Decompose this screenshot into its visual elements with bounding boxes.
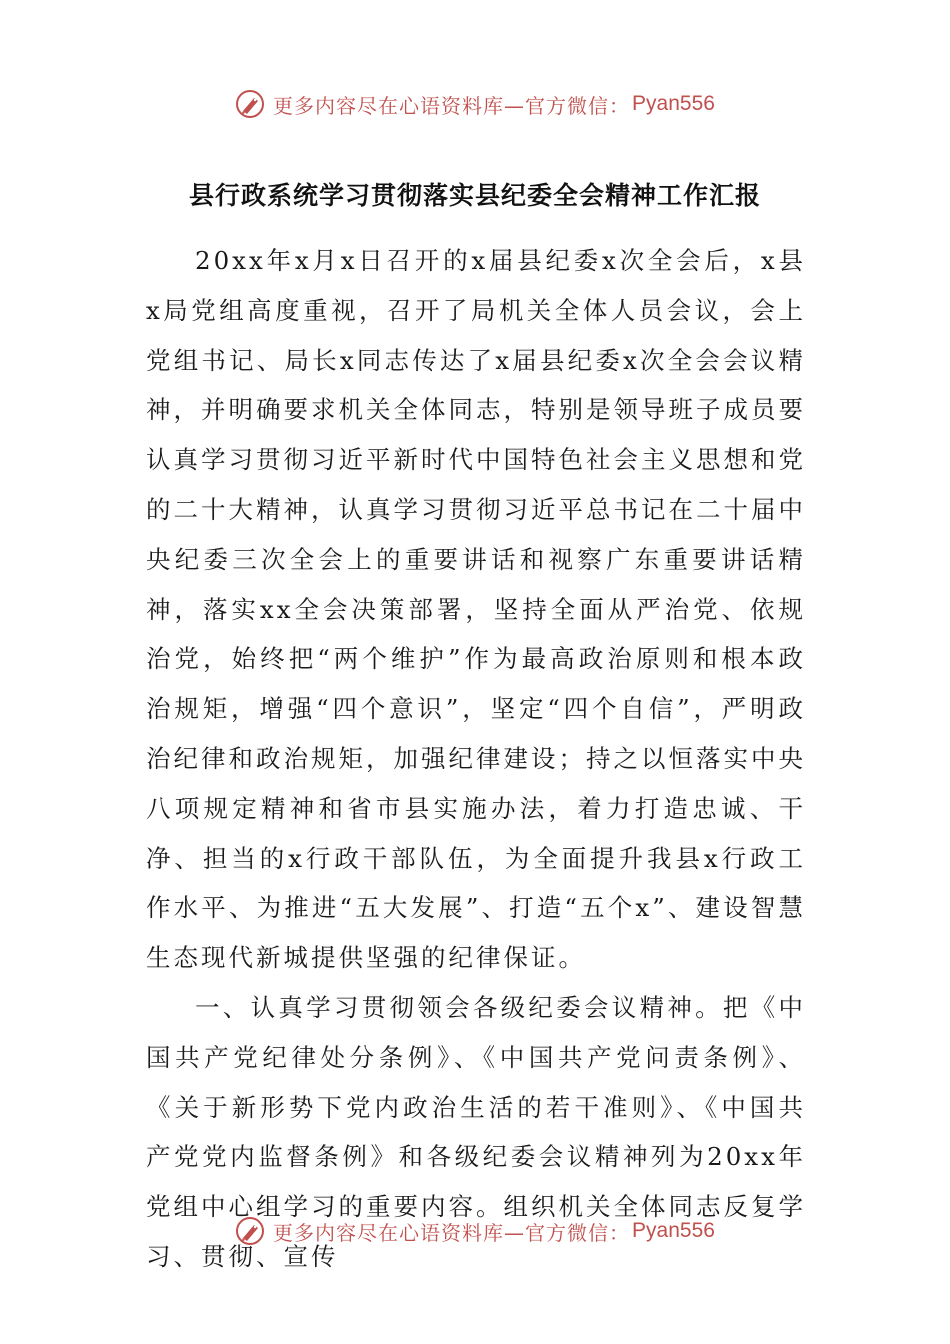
footer-watermark <box>0 1211 950 1251</box>
paragraph: 一、认真学习贯彻领会各级纪委会议精神。把《中国共产党纪律处分条例》、《中国共产党问责条例》、《关于新形势下党内政治生活的若干准则》、《中国共产党党内监督条例》和各级纪委会议精神列为20xx年党组中心组学习的重要内容。组织机关全体同志反复学习、贯彻、宣传 <box>146 992 806 1271</box>
watermark-wechat-id: Pyan556 <box>632 1219 715 1242</box>
watermark-text: 更多内容尽在心语资料库—官方微信： <box>273 1220 631 1245</box>
pen-nib-icon <box>235 89 265 119</box>
watermark-text: 更多内容尽在心语资料库—官方微信： <box>273 93 631 118</box>
document-body <box>146 236 806 1282</box>
paragraph: 20xx年x月x日召开的x届县纪委x次全会后，x县x局党组高度重视，召开了局机关全体人员会议，会上党组书记、局长x同志传达了x届县纪委x次全会会议精神，并明确要求机关全体同志，特别是领导班子成员要认真学习贯彻习近平新时代中国特色社会主义思想和党的二十大精神，认真学习贯彻习近平总书记在二十届中央纪委三次全会上的重要讲话和视察广东重要讲话精神，落实xx全会决策部署，坚持全面从严治党、依规治党，始终把“两个维护”作为最高政治原则和根本政治规矩，增强“四个意识”，坚定“四个自信”，严明政治纪律和政治规矩，加强纪律建设；持之以恒落实中央八项规定精神和省市县实施办法，着力打造忠诚、干净、担当的x行政干部队伍，为全面提升我县x行政工作水平、为推进“五大发展”、打造“五个x”、建设智慧生态现代新城提供坚强的纪律保证。 <box>146 246 806 973</box>
watermark-wechat-id: Pyan556 <box>632 92 715 115</box>
pen-nib-icon <box>235 1216 265 1246</box>
header-watermark <box>0 84 950 124</box>
document-title: 县行政系统学习贯彻落实县纪委全会精神工作汇报 <box>188 181 761 210</box>
